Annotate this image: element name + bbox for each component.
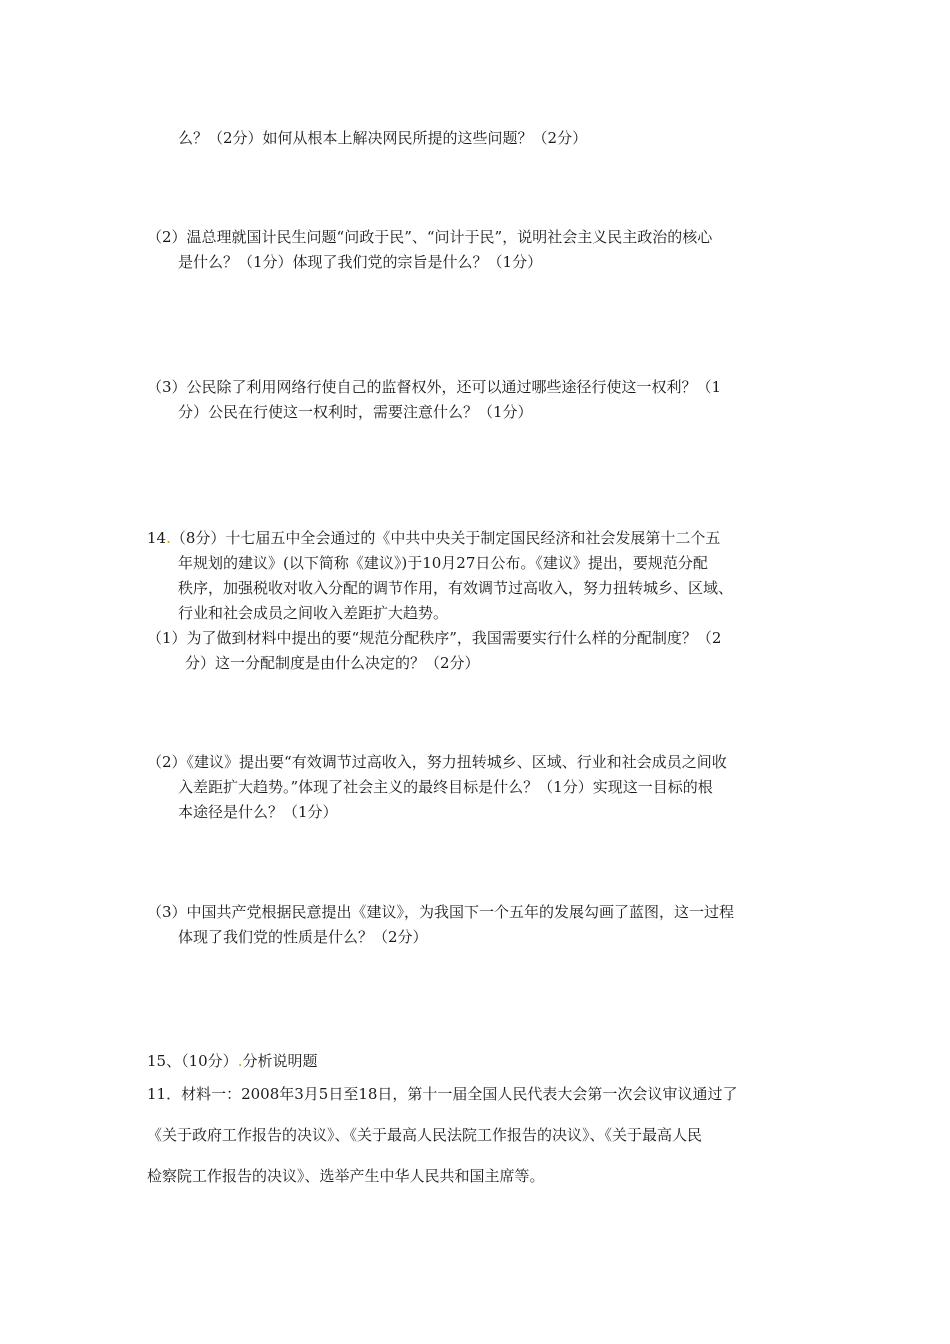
- question-14-2-line-2: 入差距扩大趋势。”体现了社会主义的最终目标是什么？（1分）实现这一目标的根: [178, 778, 713, 796]
- material-1-line-2: 《关于政府工作报告的决议》、《关于最高人民法院工作报告的决议》、《关于最高人民: [147, 1126, 703, 1144]
- question-13-3-line-2: 分）公民在行使这一权利时，需要注意什么？（1分）: [178, 403, 533, 421]
- question-14-2-line-1: （2）《建议》提出要“有效调节过高收入，努力扭转城乡、区域、行业和社会成员之间收: [147, 753, 727, 771]
- material-1-line-1: 11．材料一：2008年3月5日至18日，第十一届全国人民代表大会第一次会议审议通过了: [147, 1085, 738, 1103]
- question-14-line-4: 行业和社会成员之间收入差距扩大趋势。: [178, 604, 449, 622]
- material-1-line-3: 检察院工作报告的决议》、选举产生中华人民共和国主席等。: [147, 1167, 545, 1185]
- question-14-line-2: 年规划的建议》(以下简称《建议》)于10月27日公布。《建议》提出，要规范分配: [178, 554, 708, 572]
- question-13-1-continuation: 么？（2分）如何从根本上解决网民所提的这些问题？（2分）: [178, 129, 588, 147]
- question-14-3-line-1: （3）中国共产党根据民意提出《建议》，为我国下一个五年的发展勾画了蓝图，这一过程: [147, 903, 735, 921]
- question-13-2-line-2: 是什么？（1分）体现了我们党的宗旨是什么？（1分）: [178, 253, 543, 271]
- question-14-dot: .: [166, 529, 171, 547]
- question-15-number: 15、（10分）: [147, 1052, 238, 1070]
- question-13-3-line-1: （3）公民除了利用网络行使自己的监督权外，还可以通过哪些途径行使这一权利？（1: [147, 378, 722, 396]
- question-14-3-line-2: 体现了我们党的性质是什么？（2分）: [178, 928, 428, 946]
- question-14-line-1: [147, 527, 720, 549]
- question-14-1-line-2: 分）这一分配制度是由什么决定的？（2分）: [185, 654, 480, 672]
- question-14-line-3: 秩序，加强税收对收入分配的调节作用，有效调节过高收入，努力扭转城乡、区域、: [178, 579, 734, 597]
- question-14-2-line-3: 本途径是什么？（1分）: [178, 803, 338, 821]
- question-15-heading: [147, 1050, 317, 1072]
- question-14-1-line-1: （1）为了做到材料中提出的要“规范分配秩序”，我国需要实行什么样的分配制度？（2: [147, 629, 722, 647]
- question-15-dot: .: [237, 1052, 243, 1070]
- question-14-text: （8分）十七届五中全会通过的《中共中央关于制定国民经济和社会发展第十二个五: [170, 529, 721, 547]
- question-14-number: 14: [147, 529, 167, 547]
- question-15-type: 分析说明题: [242, 1052, 318, 1070]
- question-13-2-line-1: （2）温总理就国计民生问题“问政于民”、“问计于民”，说明社会主义民主政治的核心: [147, 228, 713, 246]
